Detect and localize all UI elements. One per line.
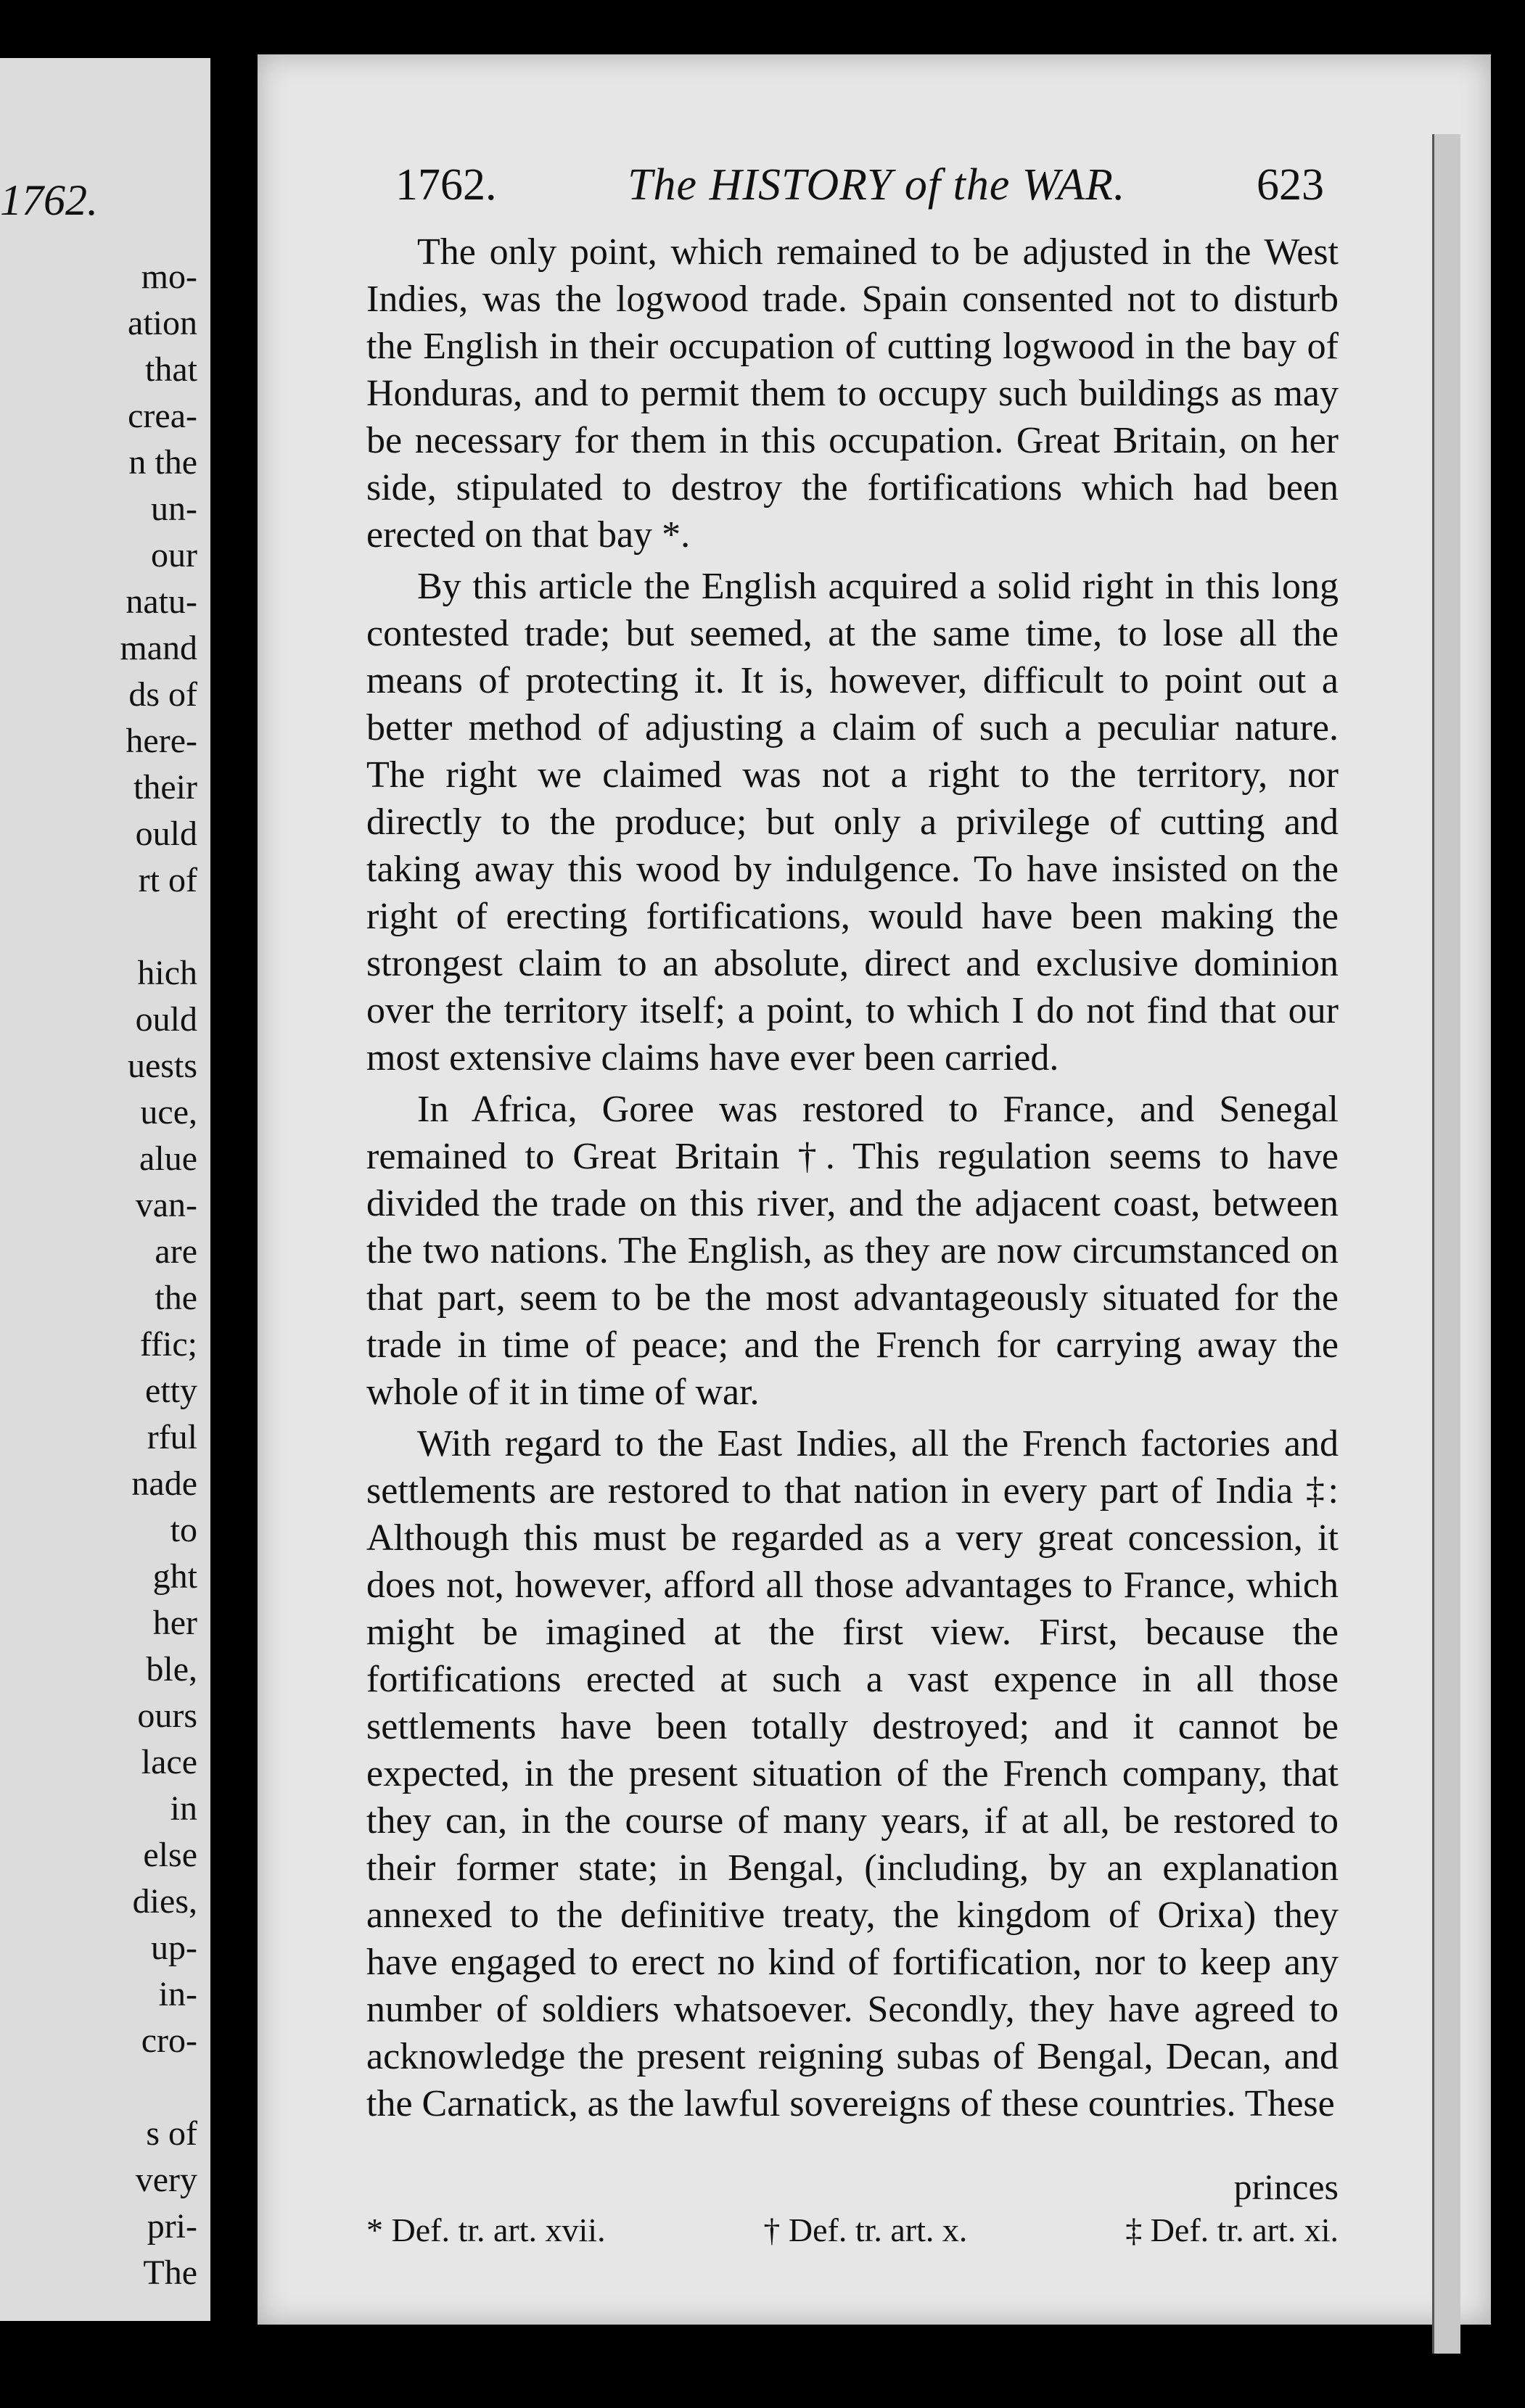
left-page-line: their	[133, 768, 197, 807]
left-page-line: that	[145, 350, 197, 389]
left-page-line: else	[143, 1836, 197, 1874]
left-page-line: alue	[139, 1139, 197, 1178]
left-page-line: nade	[131, 1464, 197, 1503]
paragraph: The only point, which remained to be adjusted in the West Indies, was the logwood trade. Spain consented not to disturb the English in their occupation of cutting logwood in the bay of Honduras, and to permit them to occupy such buildings as may be necessary for them in this occupation. Great Britain, on her side, stipulated to destroy the fortifications which had been erected on that bay *.	[366, 231, 1339, 556]
left-page-line: hich	[137, 954, 197, 992]
left-page-line: ffic;	[139, 1325, 197, 1364]
page-edge	[1432, 134, 1460, 2354]
left-page-fragment	[0, 58, 210, 2321]
left-page-line: pri-	[147, 2207, 197, 2246]
footnotes	[366, 2165, 1339, 2252]
footnote: ‡ Def. tr. art. xi.	[1125, 2211, 1339, 2248]
paragraph: With regard to the East Indies, all the French factories and settlements are restored to that nation in every part of India ‡: Although this must be regarded as a very great concession, it does not, however, afford all those advantages to France, which might be imagined at the first view. First, because the fortifications erected at such a vast expence in all those settlements have been totally destroyed; and it cannot be expected, in the present situation of the French company, that they can, in the course of many years, if at all, be restored to their former state; in Bengal, (including, by an explanation annexed to the definitive treaty, the kingdom of Orixa) they have engaged to erect no kind of fortification, nor to keep any number of soldiers whatsoever. Secondly, they have agreed to acknowledge the present reigning subas of Bengal, Decan, and the Carnatick, as the lawful sovereigns of these countries. These	[366, 1423, 1339, 2124]
left-page-line: un-	[151, 490, 197, 528]
left-page-line: ours	[137, 1696, 197, 1735]
left-page-line: van-	[135, 1186, 197, 1224]
left-page-line: are	[155, 1232, 197, 1271]
left-page-line: the	[155, 1279, 197, 1317]
page-number: 623	[1256, 160, 1324, 210]
body-text	[366, 228, 1339, 2132]
left-page-line: ould	[135, 815, 197, 853]
footnote: † Def. tr. art. x.	[763, 2211, 968, 2248]
left-page-line: natu-	[126, 582, 197, 621]
left-page-line: n the	[128, 443, 197, 482]
left-page-line: dies,	[132, 1882, 197, 1921]
paragraph: In Africa, Goree was restored to France, and Senegal remained to Great Britain †. This regulation seems to have divided the trade on this river, and the adjacent coast, between the two nations. The English, as they are now circumstanced on that part, seem to be the most advantageously situated for the trade in time of peace; and the French for carrying away the whole of it in time of war.	[366, 1089, 1339, 1413]
left-page-line: mo-	[141, 257, 197, 296]
book-gutter	[210, 44, 261, 2350]
left-page-line: in-	[158, 1975, 197, 2013]
left-page-line: uests	[128, 1047, 197, 1085]
catchword: princes	[1233, 2166, 1339, 2207]
left-page-line: our	[151, 536, 197, 574]
left-page-line: very	[135, 2161, 197, 2199]
footnote-row	[366, 2209, 1339, 2252]
left-page-line: to	[170, 1511, 197, 1549]
left-page-line: in	[170, 1789, 197, 1828]
header-title: The HISTORY of the WAR.	[628, 160, 1126, 210]
running-header	[395, 160, 1324, 225]
left-page-line: ble,	[146, 1650, 197, 1689]
left-page-line: cro-	[141, 2021, 197, 2060]
left-page-line: etty	[145, 1372, 197, 1410]
left-page-line: lace	[141, 1743, 197, 1781]
left-page-line	[120, 2064, 197, 2111]
book-page	[258, 54, 1491, 2325]
left-page-line-fragments	[120, 254, 197, 2296]
left-page-line: here-	[126, 722, 197, 760]
left-page-line: ation	[128, 304, 197, 342]
left-page-line: uce,	[140, 1093, 197, 1131]
left-page-line: rt of	[138, 861, 197, 899]
left-page-line: her	[152, 1604, 197, 1642]
left-page-line: ould	[135, 1000, 197, 1039]
paragraph: By this article the English acquired a solid right in this long contested trade; but seemed, at the same time, to lose all the means of protecting it. It is, however, difficult to point out a better method of adjusting a claim of such a peculiar nature. The right we claimed was not a right to the territory, nor directly to the produce; but only a privilege of cutting and taking away this wood by indulgence. To have insisted on the right of erecting fortifications, would have been making the strongest claim to an absolute, direct and exclusive dominion over the territory itself; a point, to which I do not find that our most extensive claims have ever been carried.	[366, 566, 1339, 1079]
left-page-year: 1762.	[0, 176, 98, 224]
left-page-line: The	[143, 2254, 197, 2292]
left-page-line: s of	[146, 2114, 197, 2153]
left-page-line	[120, 904, 197, 950]
left-page-line: up-	[151, 1929, 197, 1967]
footnote: * Def. tr. art. xvii.	[366, 2211, 606, 2248]
left-page-line: ds of	[128, 675, 197, 714]
left-page-line: rful	[147, 1418, 197, 1456]
header-year: 1762.	[395, 160, 497, 210]
left-page-line: ght	[152, 1557, 197, 1596]
left-page-line: crea-	[128, 397, 197, 435]
left-page-line: mand	[120, 629, 197, 667]
